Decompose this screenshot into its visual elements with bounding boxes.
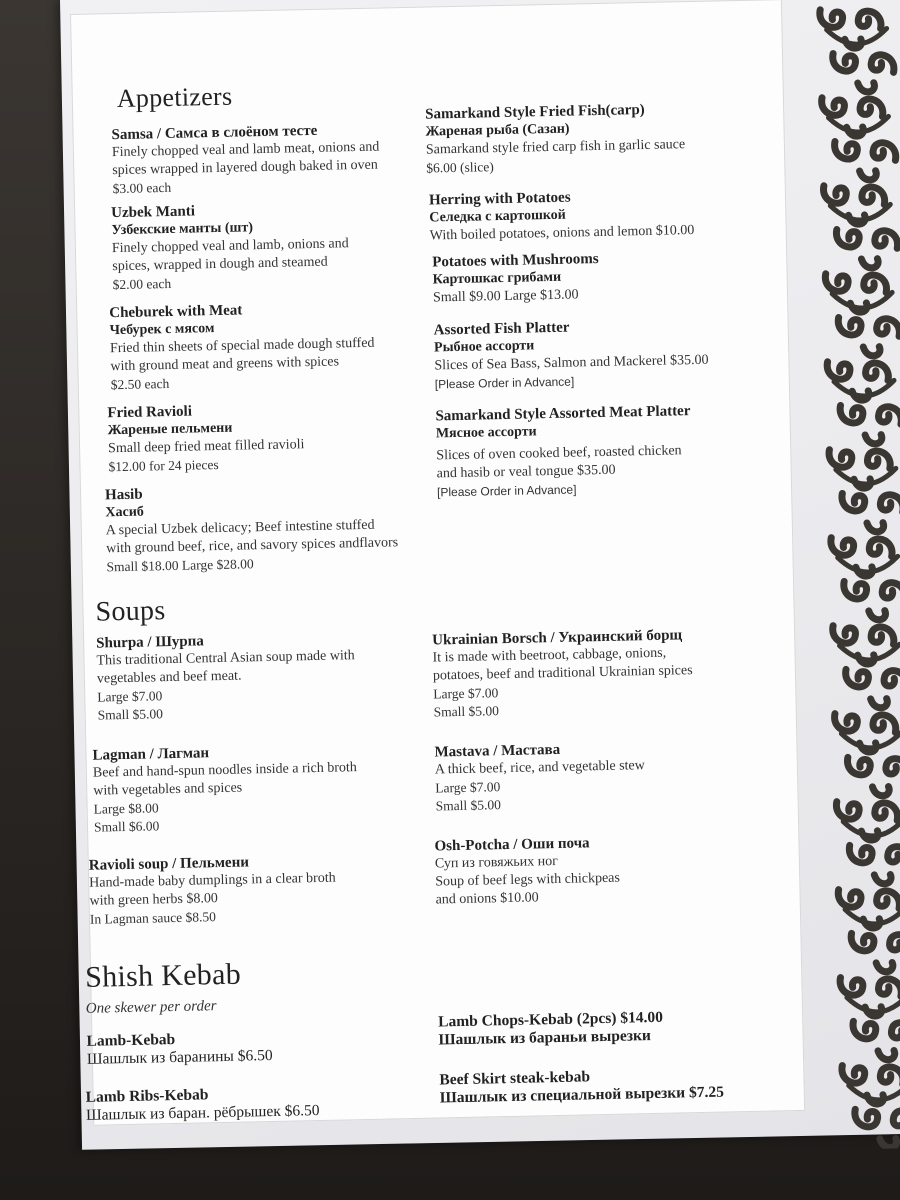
item-description: Soup of beef legs with chickpeas [435,870,621,890]
item-price: $12.00 for 24 pieces [108,456,219,475]
menu-item [432,247,763,308]
item-name: Assorted Fish Platter [433,319,570,339]
item-name: Uzbek Manti [111,203,196,222]
menu-item [111,198,413,294]
item-description: Small $9.00 Large $13.00 [432,287,579,306]
item-name: Ukrainian Borsch / Украинский борщ [432,627,683,649]
menu-item [109,298,411,394]
item-description: with green herbs $8.00 [89,891,219,909]
item-description: with vegetables and spices [93,780,243,799]
menu-item [432,624,774,721]
menu-item [439,1064,810,1108]
item-name: Ravioli soup / Пельмени [88,854,250,874]
item-name: Herring with Potatoes [428,189,571,209]
item-price: $2.50 each [110,376,170,393]
item-description: With boiled potatoes, onions and lemon $10.00 [429,222,695,244]
menu-item [434,830,775,909]
item-name: Shurpa / Шурпа [96,633,204,652]
item-name: Mastava / Мастава [434,741,561,761]
item-price: Large $7.00 [435,779,501,796]
item-price: Small $5.00 [97,706,164,723]
item-name-russian: Шашлык из специальной вырезки $7.25 [439,1083,725,1107]
item-price: Large $7.00 [97,688,163,705]
item-name: Lamb-Kebab [86,1031,176,1050]
advance-order-note: [Please Order in Advance] [434,374,575,392]
item-description: Small deep fried meat filled ravioli [107,437,305,457]
item-name-russian: Селедка с картошкой [429,207,566,226]
item-description: This traditional Central Asian soup made with [96,648,355,669]
item-description: Slices of oven cooked beef, roasted chicken [436,443,682,464]
item-name-russian: Шашлык из баран. рёбрышек $6.50 [85,1102,320,1124]
item-name: Samsa / Самса в слоёном тесте [111,122,318,144]
item-name: Lagman / Лагман [92,745,210,764]
item-description: with ground meat and greens with spices [110,354,340,375]
item-name-russian: Рыбное ассорти [433,338,535,356]
item-name: Samarkand Style Fried Fish(carp) [425,101,645,123]
item-description: Finely chopped veal and lamb, onions and [111,236,349,257]
appetizers-heading: Appetizers [116,81,233,114]
shish-kebab-heading: Shish Kebab [84,957,242,994]
item-price: $3.00 each [112,179,172,197]
item-price: Small $18.00 Large $28.00 [106,556,254,575]
menu-item [435,400,777,501]
item-description: potatoes, beef and traditional Ukrainian spices [432,663,693,684]
menu-item [86,1026,417,1069]
item-name-russian: Узбекские манты (шт) [111,220,254,239]
item-name-russian: Жареная рыба (Сазан) [425,121,570,140]
item-price: Small $5.00 [433,703,500,720]
item-price: Large $8.00 [93,800,159,817]
item-name-russian: Мясное ассорти [435,424,537,442]
item-description: and onions $10.00 [435,890,539,908]
item-description: Slices of Sea Bass, Salmon and Mackerel $35.00 [434,352,709,374]
item-name: Potatoes with Mushrooms [432,250,599,271]
item-name-russian: Чебурек с мясом [109,321,215,339]
menu-item [111,120,412,198]
item-description: It is made with beetroot, cabbage, onions, [432,645,667,666]
item-price: Large $7.00 [433,685,499,702]
item-description: A special Uzbek delicacy; Beef intestine stuffed [105,517,375,539]
soups-heading: Soups [95,595,166,628]
item-price: Small $5.00 [435,797,502,814]
item-description: spices, wrapped in dough and steamed [112,254,328,275]
item-description: with ground beef, rice, and savory spices andflavors [106,535,399,557]
menu-item [434,315,765,394]
item-description: A thick beef, rice, and vegetable stew [434,758,645,778]
menu-item [86,1082,427,1125]
kebab-subtitle: One skewer per order [85,998,217,1017]
menu-item [438,1006,779,1049]
item-name: Cheburek with Meat [109,302,243,322]
item-name: Fried Ravioli [107,403,193,422]
item-name-russian: Шашлык из баранины $6.50 [86,1046,273,1068]
item-name-russian: Хасиб [105,504,144,521]
item-description: vegetables and beef meat. [96,668,242,687]
menu-item [429,185,760,246]
item-name: Samarkand Style Assorted Meat Platter [435,403,691,425]
item-description: Finely chopped veal and lamb meat, onions and [111,139,380,161]
item-name: Lamb Chops-Kebab (2pcs) $14.00 [438,1008,664,1031]
item-price: In Lagman sauce $8.50 [89,909,217,927]
item-description: Fried thin sheets of special made dough stuffed [109,335,375,357]
item-name-russian: Жареные пельмени [107,420,233,439]
ornament-scroll-path [820,8,900,1148]
menu-item [92,740,424,837]
item-name: Beef Skirt steak-kebab [439,1068,591,1089]
menu-item [96,628,428,725]
item-name: Osh-Potcha / Оши поча [434,835,590,855]
menu-page [70,0,805,1126]
advance-order-note: [Please Order in Advance] [436,482,577,500]
item-name-russian: Шашлык из бараньи вырезки [438,1027,652,1049]
item-description: Hand-made baby dumplings in a clear broth [89,870,336,891]
item-name: Lamb Ribs-Kebab [85,1086,209,1106]
item-description: Samarkand style fried carp fish in garlic sauce [425,137,686,158]
menu-item [434,736,775,815]
item-price: $2.00 each [112,275,172,293]
menu-item [105,479,437,576]
menu-item [89,850,420,929]
item-price: Small $6.00 [93,818,160,835]
item-description: spices wrapped in layered dough baked in oven [112,157,378,179]
item-description: and hasib or veal tongue $35.00 [436,462,616,482]
menu-item [107,398,408,476]
item-price: $6.00 (slice) [426,159,494,176]
item-name-russian: Картошкас грибами [432,269,562,288]
menu-item [425,99,756,178]
item-name: Hasib [104,486,143,504]
item-description: Суп из говяжьих ног [434,853,559,872]
item-description: Beef and hand-spun noodles inside a rich broth [92,760,358,781]
